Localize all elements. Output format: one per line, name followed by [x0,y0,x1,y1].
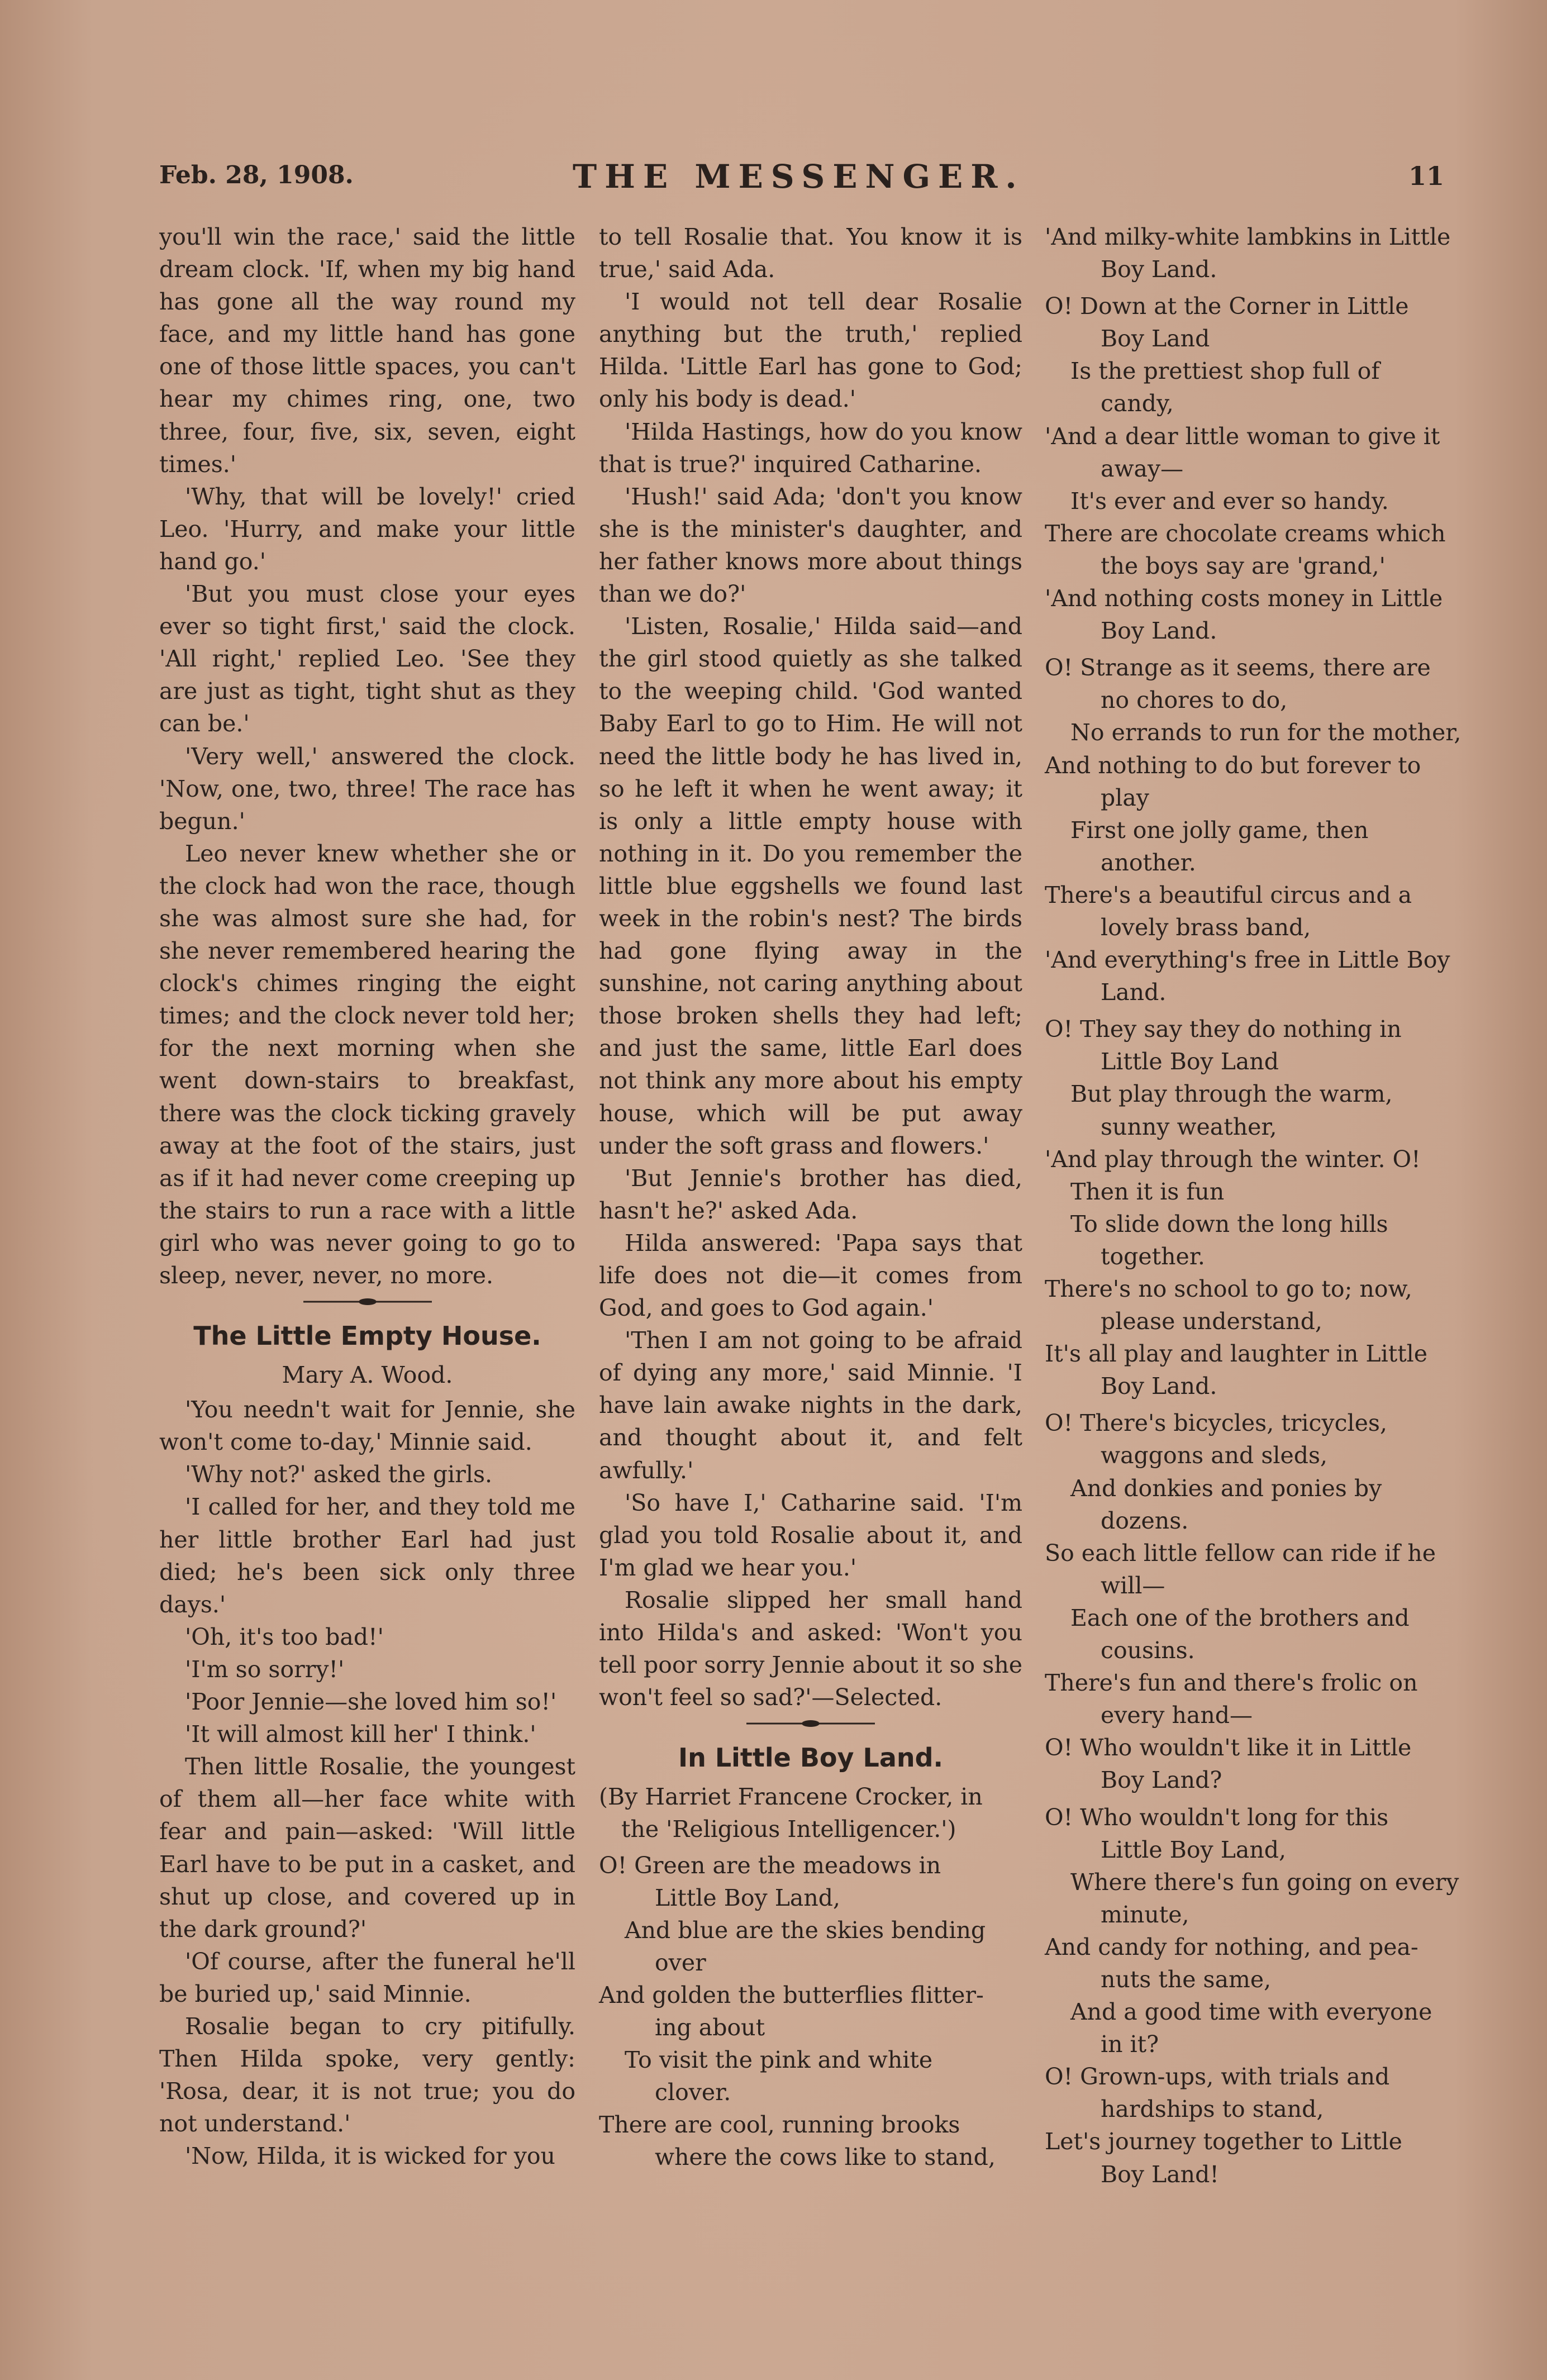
section-divider [303,1296,432,1307]
article-paragraph: 'Then I am not going to be afraid of dying any more,' said Minnie. 'I have lain awake nights in the dark, and thought about it, and felt awfully.' [599,1327,1022,1484]
article-heading: The Little Empty House. [193,1321,541,1351]
poem-stanza [1045,1407,1467,1796]
column-1 [159,221,575,2172]
article-paragraph: Hilda answered: 'Papa says that life does not die—it comes from God, and goes to God again.' [599,1229,1022,1322]
poem-line: Boy Land. [1101,256,1217,283]
poem-line: O! They say they do nothing in [1045,1016,1402,1043]
poem-line: sunny weather, [1101,1113,1277,1140]
poem-line: minute, [1101,1901,1189,1928]
story-paragraph: 'Very well,' answered the clock. 'Now, one, two, three! The race has begun.' [159,742,575,835]
poem-line: There are cool, running brooks [599,2111,960,2139]
poem-line: where the cows like to stand, [655,2144,996,2171]
poem-line: Then it is fun [1070,1178,1225,1205]
poem-line: away— [1101,455,1184,482]
poem-line: dozens. [1101,1507,1189,1534]
poem-line: please understand, [1101,1308,1322,1335]
article-paragraph: 'But Jennie's brother has died, hasn't he?' asked Ada. [599,1164,1022,1224]
article-paragraph: 'Listen, Rosalie,' Hilda said—and the girl stood quietly as she talked to the weeping child. 'God wanted Baby Earl to go to Him. He will not need the little body he has lived in, so he left it when he went away; it is only a little empty house with nothing in it. Do you remember the little blue eggshells we found last week in the robin's nest? The birds had gone flying away in the sunshine, not caring anything about those broken shells they had left; and just the same, little Earl does not think any more about his empty house, which will be put away under the soft grass and flowers.' [599,613,1022,1159]
poem-stanza [1045,290,1467,647]
poem-line: O! Strange as it seems, there are [1045,654,1431,682]
poem-line: Little Boy Land [1101,1048,1279,1075]
poem-line: will— [1101,1572,1165,1599]
poem-line: And donkies and ponies by [1070,1474,1382,1502]
poem-line: together. [1101,1243,1205,1270]
poem-line: And nothing to do but forever to [1045,751,1421,779]
poem-line: the boys say are 'grand,' [1101,552,1386,579]
issue-date: Feb. 28, 1908. [159,161,354,189]
poem-line: Boy Land? [1101,1767,1222,1794]
poem-line: Boy Land! [1101,2160,1219,2188]
poem-line: Boy Land. [1101,617,1217,645]
poem-line: First one jolly game, then [1070,816,1369,844]
article-paragraph: 'It will almost kill her' I think.' [185,1721,536,1748]
poem-line: Boy Land [1101,325,1210,353]
poem-line: every hand— [1101,1702,1253,1729]
poem-line: To visit the pink and white [625,2046,933,2074]
column-3 [1045,221,1467,2195]
poem-line: And candy for nothing, and pea- [1045,1933,1419,1960]
poem-line: Land. [1101,979,1167,1006]
page-number: 11 [1408,161,1444,191]
section-divider [746,1718,875,1729]
poem-line: O! Grown-ups, with trials and [1045,2063,1390,2091]
poem-line: O! Who wouldn't long for this [1045,1803,1389,1831]
poem-line: No errands to run for the mother, [1070,719,1462,746]
poem-line: O! Down at the Corner in Little [1045,293,1409,320]
poem-line: Where there's fun going on every [1070,1868,1459,1896]
poem-line: nuts the same, [1101,1965,1272,1993]
poem-line: To slide down the long hills [1070,1210,1388,1237]
poem-line: It's ever and ever so handy. [1070,487,1389,515]
poem-stanza [1045,1801,1467,2191]
poem-line: ing about [655,2014,765,2041]
poem-line: O! There's bicycles, tricycles, [1045,1410,1387,1437]
poem-line: Is the prettiest shop full of [1070,358,1380,385]
page-header [159,158,1444,206]
article-paragraph: 'Now, Hilda, it is wicked for you [185,2143,555,2170]
article-paragraph: Rosalie slipped her small hand into Hilda's and asked: 'Won't you tell poor sorry Jennie about it so she won't feel so sad?'—Selected. [599,1586,1022,1711]
poem-stanza [599,1849,1022,2174]
article-paragraph: Rosalie began to cry pitifully. Then Hilda spoke, very gently: 'Rosa, dear, it is not true; you do not understand.' [159,2012,575,2138]
poem-line: 'And play through the winter. O! [1045,1145,1421,1173]
poem-line: 'And everything's free in Little Boy [1045,946,1450,974]
poem-line: Little Boy Land, [1101,1836,1287,1863]
story-paragraph: 'But you must close your eyes ever so tight first,' said the clock. 'All right,' replied Leo. 'See they are just as tight, tight shut as they can be.' [159,580,575,737]
poem-stanza [1045,221,1467,285]
poem-line: 'And a dear little woman to give it [1045,422,1440,450]
poem-line: O! Who wouldn't like it in Little [1045,1734,1412,1762]
poem-line: candy, [1101,390,1174,417]
masthead-title: THE MESSENGER. [573,158,1025,196]
poem-line: Let's journey together to Little [1045,2128,1402,2155]
poem-heading: In Little Boy Land. [678,1743,944,1773]
story-paragraph: 'Why, that will be lovely!' cried Leo. 'Hurry, and make your little hand go.' [159,483,575,575]
article-byline: Mary A. Wood. [282,1362,453,1389]
article-paragraph: 'Oh, it's too bad!' [185,1623,384,1650]
poem-stanza [1045,1013,1467,1402]
poem-line: play [1101,784,1149,811]
article-paragraph: 'Hilda Hastings, how do you know that is true?' inquired Catharine. [599,418,1022,478]
poem-line: another. [1101,849,1196,876]
story-paragraph: Leo never knew whether she or the clock had won the race, though she was almost sure she had, for she never remembered hearing the clock's chimes ringing the eight times; and the clock never told her; for the next morning when she went down-stairs to breakfast, there was the clock ticking gravely away at the foot of the stairs, just as if it had never come creeping up the stairs to run a race with a little girl who was never going to go to sleep, never, never, no more. [159,840,575,1289]
article-paragraph: 'So have I,' Catharine said. 'I'm glad you told Rosalie about it, and I'm glad we hear you.' [599,1489,1022,1581]
poem-line: And blue are the skies bending [625,1916,986,1944]
poem-byline: (By Harriet Francene Crocker, in the 'Religious Intelligencer.') [599,1783,983,1843]
poem-line: So each little fellow can ride if he [1045,1539,1436,1567]
poem-line: over [655,1949,706,1976]
poem-line: It's all play and laughter in Little [1045,1340,1428,1368]
poem-line: Little Boy Land, [655,1884,841,1911]
article-paragraph: Then little Rosalie, the youngest of them all—her face white with fear and pain—asked: 'Will little Earl have to be put in a casket, and shut up close, and covered up in the dark ground?' [159,1753,575,1943]
article-paragraph: 'Why not?' asked the girls. [185,1461,493,1488]
poem-line: cousins. [1101,1637,1195,1664]
poem-line: But play through the warm, [1070,1080,1393,1108]
poem-line: hardships to stand, [1101,2096,1324,2123]
poem-line: no chores to do, [1101,687,1288,714]
poem-line: waggons and sleds, [1101,1442,1328,1469]
poem-line: 'And nothing costs money in Little [1045,585,1443,612]
article-paragraph: 'Hush!' said Ada; 'don't you know she is the minister's daughter, and her father knows more about things than we do?' [599,483,1022,608]
poem-line: O! Green are the meadows in [599,1851,941,1879]
article-paragraph: 'I called for her, and they told me her little brother Earl had just died; he's been sick only three days.' [159,1493,575,1618]
poem-line: There's a beautiful circus and a [1045,881,1412,908]
poem-line: 'And milky-white lambkins in Little [1045,223,1451,250]
poem-line: And a good time with everyone [1070,1998,1432,2026]
poem-line: And golden the butterflies flitter- [599,1981,984,2008]
article-paragraph: 'You needn't wait for Jennie, she won't come to-day,' Minnie said. [159,1396,575,1456]
poem-line: lovely brass band, [1101,913,1311,941]
article-paragraph: 'I would not tell dear Rosalie anything but the truth,' replied Hilda. 'Little Earl has gone to God; only his body is dead.' [599,288,1022,413]
article-paragraph: 'I'm so sorry!' [185,1655,345,1683]
poem-line: There's no school to go to; now, [1045,1275,1412,1302]
article-paragraph: to tell Rosalie that. You know it is true,' said Ada. [599,223,1022,283]
poem-stanza [1045,651,1467,1008]
poem-line: There are chocolate creams which [1045,520,1446,547]
article-paragraph: 'Of course, after the funeral he'll be buried up,' said Minnie. [159,1948,575,2007]
poem-line: Each one of the brothers and [1070,1604,1410,1631]
article-paragraph: 'Poor Jennie—she loved him so!' [185,1688,557,1716]
story-paragraph: you'll win the race,' said the little dream clock. 'If, when my big hand has gone all the way round my face, and my little hand has gone one of those little spaces, you can't hear my chimes ring, one, two three, four, five, six, seven, eight times.' [159,223,575,478]
poem-line: clover. [655,2079,731,2106]
poem-line: in it? [1101,2031,1159,2058]
poem-line: Boy Land. [1101,1373,1217,1400]
poem-line: There's fun and there's frolic on [1045,1669,1418,1697]
column-2 [599,221,1022,2178]
